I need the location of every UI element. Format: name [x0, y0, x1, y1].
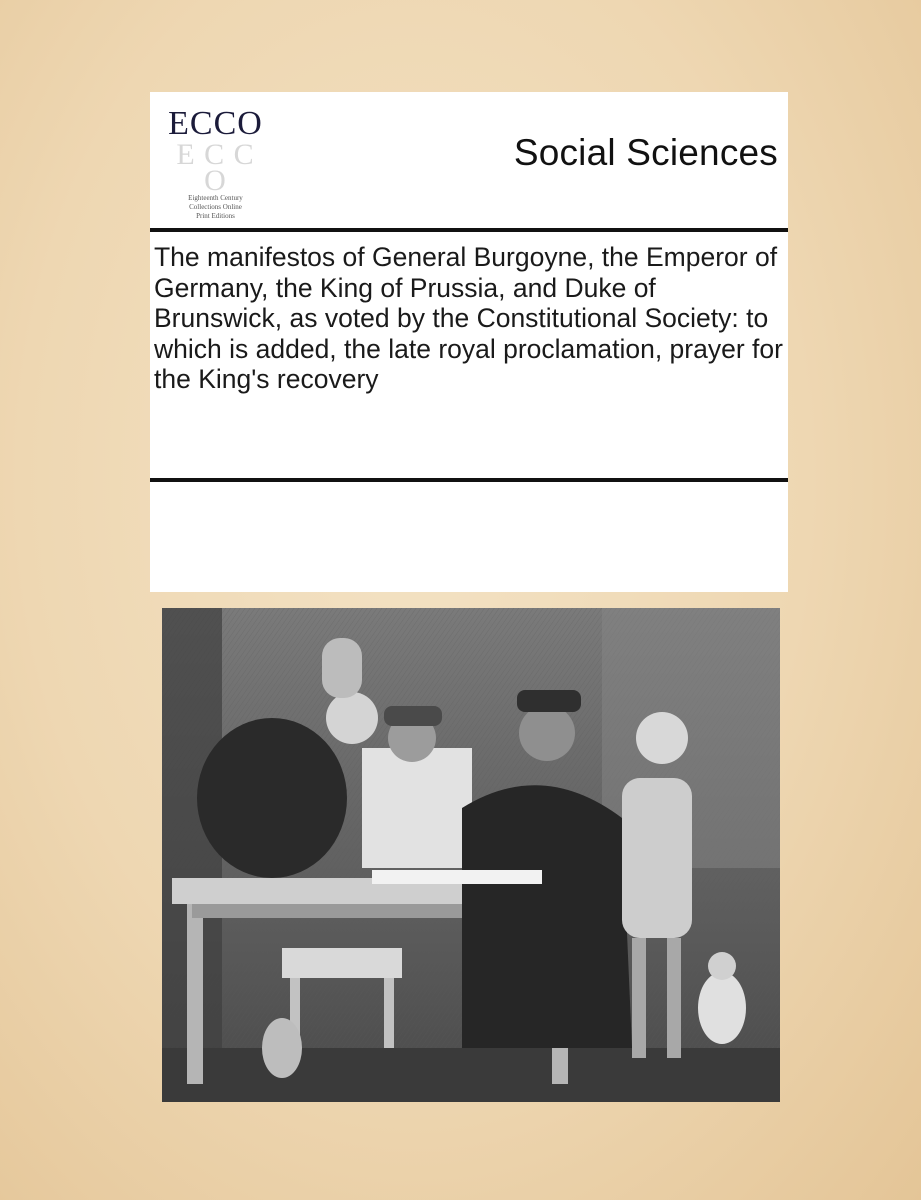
logo-line-1: Eighteenth Century [188, 194, 243, 202]
figure-middle [362, 748, 472, 868]
ecco-logo [168, 105, 263, 220]
figure-left [197, 718, 347, 878]
dog [698, 972, 746, 1044]
figure-standing [622, 778, 692, 938]
logo-line-2: Collections Online [189, 203, 242, 211]
top-rule [150, 228, 788, 232]
logo-reflection: E C C O [176, 138, 255, 197]
series-title: Social Sciences [513, 132, 778, 173]
logo-mark: ECCO [168, 105, 263, 142]
figure-seated [462, 785, 632, 1048]
cover-engraving-image [162, 608, 780, 1102]
bottom-rule [150, 478, 788, 482]
title-panel [150, 92, 788, 592]
book-title: The manifestos of General Burgoyne, the Emperor of Germany, the King of Prussia, and Duke of Brunswick, as voted by the Constitutional Society: to which is added, the late royal proclamation, prayer for the King's recovery [154, 242, 783, 394]
logo-line-3: Print Editions [196, 212, 235, 220]
